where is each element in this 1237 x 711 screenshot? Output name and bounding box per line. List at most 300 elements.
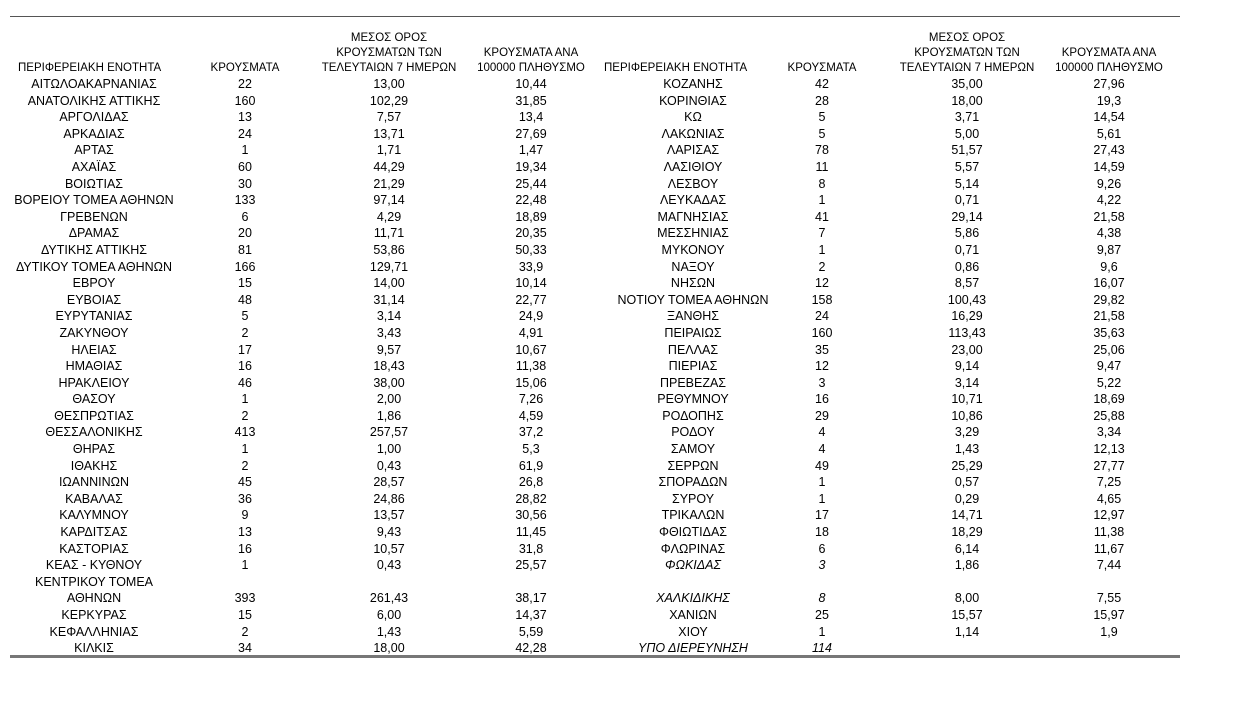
table-row (600, 408, 1200, 425)
cell-per: 5,59 (518, 624, 544, 639)
cell-name: ΔΡΑΜΑΣ (68, 226, 120, 241)
cell-name: ΛΑΣΙΘΙΟΥ (663, 159, 723, 174)
cell-avg: 13,00 (373, 77, 405, 91)
table-row (600, 176, 1200, 193)
cell-per: 7,44 (1096, 558, 1122, 573)
header-per-line2: 100000 ΠΛΗΘΥΣΜΟ (477, 62, 585, 74)
cell-name: ΧΙΟΥ (678, 624, 708, 639)
table-row (0, 358, 600, 375)
cell-name: ΘΗΡΑΣ (72, 442, 116, 457)
cell-name: ΚΩ (684, 110, 702, 125)
cell-per: 11,45 (515, 525, 547, 540)
cell-per: 29,82 (1093, 292, 1125, 307)
cell-cases: 13 (238, 525, 252, 540)
cell-per: 9,47 (1096, 359, 1122, 374)
cell-avg: 6,00 (376, 608, 402, 622)
cell-name: ΜΥΚΟΝΟΥ (661, 242, 725, 257)
table-row (600, 458, 1200, 475)
cell-per: 10,44 (515, 77, 547, 91)
cell-name: ΦΘΙΩΤΙΔΑΣ (658, 525, 728, 540)
cell-per: 9,26 (1096, 176, 1122, 191)
cell-cases: 8 (818, 591, 826, 606)
table-row (0, 76, 600, 93)
cell-per: 27,69 (515, 126, 547, 141)
cell-avg: 0,43 (376, 458, 402, 473)
cell-avg: 7,57 (376, 110, 402, 125)
cell-cases: 42 (815, 77, 829, 91)
cell-name (4, 574, 184, 607)
cell-per: 19,3 (1096, 93, 1122, 108)
table-row (600, 109, 1200, 126)
right-table-body (600, 76, 1200, 657)
cell-cases: 1 (818, 475, 826, 490)
cell-avg: 10,57 (373, 541, 405, 556)
header-avg-line2: ΚΡΟΥΣΜΑΤΩΝ ΤΩΝ (914, 47, 1020, 59)
cell-name: ΔΥΤΙΚΟΥ ΤΟΜΕΑ ΑΘΗΝΩΝ (15, 259, 173, 274)
table-row (600, 524, 1200, 541)
cell-per: 7,55 (1096, 591, 1122, 606)
cell-name: ΚΑΣΤΟΡΙΑΣ (59, 541, 129, 556)
cell-avg: 0,71 (954, 193, 980, 208)
cell-per: 3,34 (1096, 425, 1122, 440)
cell-cases: 17 (238, 342, 252, 357)
cell-per: 22,48 (515, 193, 547, 208)
cell-avg: 100,43 (947, 292, 987, 307)
table-row (0, 275, 600, 292)
cell-avg: 15,57 (951, 608, 983, 622)
cell-cases: 16 (238, 541, 252, 556)
cell-name: ΕΥΒΟΙΑΣ (66, 292, 122, 307)
cell-cases: 3 (818, 558, 826, 573)
cell-name: ΠΙΕΡΙΑΣ (668, 359, 718, 374)
table-row (0, 109, 600, 126)
table-row (600, 225, 1200, 242)
cell-cases: 25 (815, 608, 829, 622)
table-row (600, 325, 1200, 342)
cell-avg: 53,86 (373, 242, 405, 257)
cell-avg: 0,43 (376, 558, 402, 573)
cell-name: ΑΙΤΩΛΟΑΚΑΡΝΑΝΙΑΣ (31, 77, 157, 91)
cell-per: 12,97 (1093, 508, 1125, 523)
cell-avg: 97,14 (373, 193, 405, 208)
cell-per: 4,22 (1096, 193, 1122, 208)
cell-avg: 1,71 (376, 143, 402, 158)
table-row (600, 209, 1200, 226)
cell-per: 61,9 (518, 458, 544, 473)
cell-name: ΡΟΔΟΠΗΣ (662, 408, 724, 423)
cell-per: 10,14 (515, 276, 547, 291)
cell-cases: 1 (241, 392, 249, 407)
table-row (600, 391, 1200, 408)
cell-avg: 35,00 (951, 77, 983, 91)
cell-cases: 9 (241, 508, 249, 523)
cell-cases: 28 (815, 93, 829, 108)
cell-name: ΚΕΡΚΥΡΑΣ (61, 608, 127, 622)
cell-avg: 44,29 (373, 159, 405, 174)
table-row (600, 342, 1200, 359)
header-per-line1: ΚΡΟΥΣΜΑΤΑ ΑΝΑ (483, 47, 579, 59)
cell-name: ΘΕΣΣΑΛΟΝΙΚΗΣ (45, 425, 143, 440)
cell-name: ΧΑΛΚΙΔΙΚΗΣ (656, 591, 730, 606)
cell-avg: 0,86 (954, 259, 980, 274)
cell-cases: 36 (238, 491, 252, 506)
cell-avg: 113,43 (948, 325, 986, 340)
header-cases-label: ΚΡΟΥΣΜΑΤΑ (787, 62, 857, 74)
cell-per: 14,37 (515, 608, 547, 622)
cell-per: 25,57 (515, 558, 547, 573)
cell-name: ΦΩΚΙΔΑΣ (665, 558, 721, 573)
table-row (0, 491, 600, 508)
table-top-rule (10, 16, 1180, 17)
cell-per: 14,54 (1093, 110, 1125, 125)
cell-name: ΥΠΟ ΔΙΕΡΕΥΝΗΣΗ (638, 641, 748, 656)
cell-cases: 16 (815, 392, 829, 407)
cell-avg: 18,43 (373, 359, 405, 374)
cell-avg: 1,14 (954, 624, 980, 639)
cell-name: ΛΑΡΙΣΑΣ (666, 143, 720, 158)
cell-per: 27,43 (1093, 143, 1125, 158)
header-avg-line1: ΜΕΣΟΣ ΟΡΟΣ (350, 32, 428, 44)
cell-name: ΜΕΣΣΗΝΙΑΣ (657, 226, 729, 241)
cell-name: ΜΑΓΝΗΣΙΑΣ (657, 209, 729, 224)
cell-name: ΝΑΞΟΥ (671, 259, 715, 274)
cell-cases: 17 (815, 508, 829, 523)
table-row (600, 308, 1200, 325)
cell-cases: 114 (812, 641, 832, 656)
header-avg-line3: ΤΕΛΕΥΤΑΙΩΝ 7 ΗΜΕΡΩΝ (321, 62, 457, 74)
cell-avg: 5,86 (954, 226, 980, 241)
table-row (0, 142, 600, 159)
cell-per: 18,89 (515, 209, 547, 224)
cell-per: 9,6 (1100, 259, 1118, 274)
cell-avg: 10,71 (951, 392, 983, 407)
cell-per: 13,4 (518, 110, 544, 125)
cell-per: 4,65 (1096, 491, 1122, 506)
table-row (0, 441, 600, 458)
cell-name: ΝΗΣΩΝ (670, 276, 716, 291)
table-row (600, 93, 1200, 110)
cell-cases: 5 (241, 309, 249, 324)
cell-name: ΗΜΑΘΙΑΣ (65, 359, 123, 374)
table-row (0, 242, 600, 259)
cell-avg: 0,71 (954, 242, 980, 257)
cell-avg: 102,29 (369, 93, 409, 108)
cell-cases: 16 (238, 359, 252, 374)
cell-per: 26,8 (518, 475, 544, 490)
cell-cases: 29 (815, 408, 829, 423)
cell-name: ΠΕΙΡΑΙΩΣ (664, 325, 722, 340)
cell-cases: 34 (238, 641, 252, 656)
cell-avg: 129,71 (369, 259, 409, 274)
table-row (0, 225, 600, 242)
table-row (0, 126, 600, 143)
cell-avg: 51,57 (951, 143, 983, 158)
cell-name: ΚΑΒΑΛΑΣ (65, 491, 123, 506)
cell-cases: 5 (818, 110, 826, 125)
cell-name: ΒΟΙΩΤΙΑΣ (64, 176, 124, 191)
cell-cases: 12 (815, 276, 829, 291)
cell-avg: 25,29 (951, 458, 983, 473)
table-row (0, 408, 600, 425)
cell-name-line2: ΑΘΗΝΩΝ (66, 591, 122, 606)
cell-per: 1,9 (1100, 624, 1118, 639)
header-region-label: ΠΕΡΙΦΕΡΕΙΑΚΗ ΕΝΟΤΗΤΑ (18, 62, 162, 74)
cell-per: 50,33 (515, 242, 547, 257)
cell-avg: 28,57 (373, 475, 405, 490)
cell-cases: 12 (815, 359, 829, 374)
cell-per: 21,58 (1093, 209, 1125, 224)
cell-cases: 160 (811, 325, 833, 340)
cell-cases: 1 (818, 242, 826, 257)
table-row (600, 275, 1200, 292)
table-row (0, 159, 600, 176)
cell-per: 33,9 (518, 259, 544, 274)
cell-avg: 0,57 (954, 475, 980, 490)
cell-per: 15,06 (515, 375, 547, 390)
cell-cases: 1 (818, 624, 826, 639)
cell-avg: 4,29 (376, 209, 402, 224)
cell-avg: 261,43 (369, 591, 409, 606)
cell-name: ΚΑΡΔΙΤΣΑΣ (60, 525, 128, 540)
cell-avg: 8,57 (954, 276, 980, 291)
table-row (0, 458, 600, 475)
cell-cases: 18 (815, 525, 829, 540)
cell-avg: 3,43 (376, 325, 402, 340)
cell-name: ΦΛΩΡΙΝΑΣ (660, 541, 726, 556)
cell-avg: 1,43 (376, 624, 402, 639)
cell-per: 25,06 (1093, 342, 1125, 357)
cell-name: ΡΟΔΟΥ (671, 425, 715, 440)
cell-per: 5,22 (1096, 375, 1122, 390)
cell-per: 31,8 (518, 541, 544, 556)
cell-per: 10,67 (515, 342, 547, 357)
cell-cases: 3 (818, 375, 826, 390)
cell-cases: 1 (818, 193, 826, 208)
cell-name: ΘΑΣΟΥ (72, 392, 116, 407)
cell-name: ΚΕΦΑΛΛΗΝΙΑΣ (49, 624, 139, 639)
cell-per: 37,2 (518, 425, 544, 440)
cell-name: ΑΝΑΤΟΛΙΚΗΣ ΑΤΤΙΚΗΣ (27, 93, 161, 108)
cell-per: 18,69 (1093, 392, 1125, 407)
cell-cases: 45 (238, 475, 252, 490)
cell-avg: 14,00 (373, 276, 405, 291)
header-cases-label: ΚΡΟΥΣΜΑΤΑ (210, 62, 280, 74)
cell-name: ΞΑΝΘΗΣ (667, 309, 719, 324)
table-row (600, 76, 1200, 93)
cell-avg: 5,14 (954, 176, 980, 191)
cell-avg: 257,57 (369, 425, 409, 440)
header-cases-right (777, 28, 867, 76)
header-avg-line3: ΤΕΛΕΥΤΑΙΩΝ 7 ΗΜΕΡΩΝ (899, 62, 1035, 74)
cell-name: ΓΡΕΒΕΝΩΝ (60, 209, 128, 224)
cell-cases: 2 (241, 624, 249, 639)
header-avg-left (314, 28, 464, 76)
cell-per: 25,44 (515, 176, 547, 191)
cell-name: ΖΑΚΥΝΘΟΥ (59, 325, 129, 340)
cell-avg: 11,71 (373, 226, 405, 241)
cell-cases: 6 (241, 209, 249, 224)
cell-cases: 8 (818, 176, 826, 191)
cell-avg: 13,71 (373, 126, 405, 141)
cell-cases: 1 (241, 143, 249, 158)
table-row (0, 342, 600, 359)
cell-avg: 18,00 (951, 93, 983, 108)
table-row (0, 557, 600, 574)
cell-name: ΚΟΖΑΝΗΣ (663, 77, 723, 91)
cell-per: 21,58 (1093, 309, 1125, 324)
cell-avg: 9,43 (376, 525, 402, 540)
cell-per: 42,28 (515, 641, 547, 656)
table-row (0, 541, 600, 558)
cell-avg: 10,86 (951, 408, 983, 423)
table-row (600, 375, 1200, 392)
cell-cases: 35 (815, 342, 829, 357)
header-avg-line1: ΜΕΣΟΣ ΟΡΟΣ (928, 32, 1006, 44)
cell-cases: 11 (815, 159, 829, 174)
cell-cases: 133 (234, 193, 256, 208)
cell-cases: 41 (815, 209, 829, 224)
cell-per: 4,91 (518, 325, 544, 340)
cell-name: ΠΕΛΛΑΣ (667, 342, 719, 357)
table-bottom-rule (10, 655, 1180, 658)
cell-cases: 413 (234, 425, 256, 440)
cell-per: 9,87 (1096, 242, 1122, 257)
table-row (600, 574, 1200, 607)
cell-per: 7,26 (518, 392, 544, 407)
cell-name: ΙΩΑΝΝΙΝΩΝ (58, 475, 130, 490)
cell-cases: 81 (238, 242, 252, 257)
table-row (600, 126, 1200, 143)
table-row (600, 507, 1200, 524)
table-row (600, 159, 1200, 176)
table-row (0, 474, 600, 491)
cell-name: ΣΑΜΟΥ (670, 442, 716, 457)
cell-cases: 22 (238, 77, 252, 91)
cell-name: ΑΡΚΑΔΙΑΣ (63, 126, 125, 141)
cell-cases: 166 (234, 259, 256, 274)
cell-avg: 31,14 (373, 292, 405, 307)
cell-avg: 16,29 (951, 309, 983, 324)
cell-per: 24,9 (518, 309, 544, 324)
table-row (0, 524, 600, 541)
header-per-right (1046, 28, 1172, 76)
left-table-body (0, 76, 600, 657)
cell-avg: 21,29 (373, 176, 405, 191)
cell-per: 28,82 (515, 491, 547, 506)
cell-per: 4,59 (518, 408, 544, 423)
cell-name: ΚΑΛΥΜΝΟΥ (59, 508, 129, 523)
cell-cases: 1 (241, 442, 249, 457)
table-row (0, 176, 600, 193)
cell-per: 16,07 (1093, 276, 1125, 291)
cell-cases: 2 (818, 259, 826, 274)
cell-avg: 24,86 (373, 491, 405, 506)
cell-per: 11,38 (1093, 525, 1125, 540)
cell-per: 38,17 (515, 591, 547, 606)
table-row (600, 474, 1200, 491)
table-row (0, 375, 600, 392)
cell-avg: 3,14 (376, 309, 402, 324)
cell-avg: 1,00 (376, 442, 402, 457)
cell-per: 27,77 (1093, 458, 1125, 473)
table-row (0, 574, 600, 607)
cell-name: ΙΘΑΚΗΣ (70, 458, 118, 473)
header-per-left (468, 28, 594, 76)
cell-per: 15,97 (1093, 608, 1125, 622)
cell-per: 27,96 (1093, 77, 1125, 91)
cell-name: ΤΡΙΚΑΛΩΝ (661, 508, 725, 523)
table-row (0, 607, 600, 624)
header-cases-left (200, 28, 290, 76)
cell-avg: 8,00 (954, 591, 980, 606)
cell-avg: 5,00 (954, 126, 980, 141)
table-row (600, 541, 1200, 558)
cell-name: ΗΛΕΙΑΣ (71, 342, 117, 357)
cell-cases: 24 (815, 309, 829, 324)
cell-avg: 23,00 (951, 342, 983, 357)
table-row (0, 507, 600, 524)
header-region-label: ΠΕΡΙΦΕΡΕΙΑΚΗ ΕΝΟΤΗΤΑ (604, 62, 748, 74)
cell-cases: 13 (238, 110, 252, 125)
cell-name: ΑΡΤΑΣ (74, 143, 114, 158)
cell-name: ΝΟΤΙΟΥ ΤΟΜΕΑ ΑΘΗΝΩΝ (617, 292, 769, 307)
cell-cases: 6 (818, 541, 826, 556)
cell-avg: 38,00 (373, 375, 405, 390)
cell-cases: 160 (234, 93, 256, 108)
cell-cases: 7 (818, 226, 826, 241)
cell-per: 31,85 (515, 93, 547, 108)
cell-name: ΑΧΑΪΑΣ (71, 159, 117, 174)
header-region-left (18, 28, 196, 76)
cell-per: 19,34 (515, 159, 547, 174)
cell-cases: 158 (811, 292, 833, 307)
table-row (600, 424, 1200, 441)
cell-cases: 60 (238, 159, 252, 174)
cell-name-line1: ΚΕΝΤΡΙΚΟΥ ΤΟΜΕΑ (35, 574, 153, 589)
cell-avg: 0,29 (954, 491, 980, 506)
cell-cases: 24 (238, 126, 252, 141)
cell-per: 11,38 (515, 359, 547, 374)
cell-cases: 2 (241, 325, 249, 340)
cell-name: ΒΟΡΕΙΟΥ ΤΟΜΕΑ ΑΘΗΝΩΝ (14, 193, 174, 208)
table-row (600, 557, 1200, 574)
table-row (0, 624, 600, 641)
table-row (0, 424, 600, 441)
table-row (0, 192, 600, 209)
cell-avg: 3,29 (954, 425, 980, 440)
cell-avg: 9,57 (376, 342, 402, 357)
cell-name: ΕΥΡΥΤΑΝΙΑΣ (55, 309, 133, 324)
cell-per: 5,3 (522, 442, 540, 457)
cell-avg: 5,57 (954, 159, 980, 174)
table-row (600, 142, 1200, 159)
cell-cases: 393 (234, 591, 256, 606)
cell-name: ΕΒΡΟΥ (72, 276, 116, 291)
table-row (0, 93, 600, 110)
table-row (0, 209, 600, 226)
cell-cases: 20 (238, 226, 252, 241)
cell-name: ΚΙΛΚΙΣ (74, 641, 114, 656)
cell-cases: 78 (815, 143, 829, 158)
cell-name: ΣΥΡΟΥ (671, 491, 715, 506)
cell-per: 20,35 (515, 226, 547, 241)
cell-cases: 1 (241, 558, 249, 573)
table-row (0, 308, 600, 325)
cell-name: ΛΕΣΒΟΥ (667, 176, 719, 191)
header-region-right (604, 28, 782, 76)
table-row (0, 325, 600, 342)
table-row (0, 259, 600, 276)
